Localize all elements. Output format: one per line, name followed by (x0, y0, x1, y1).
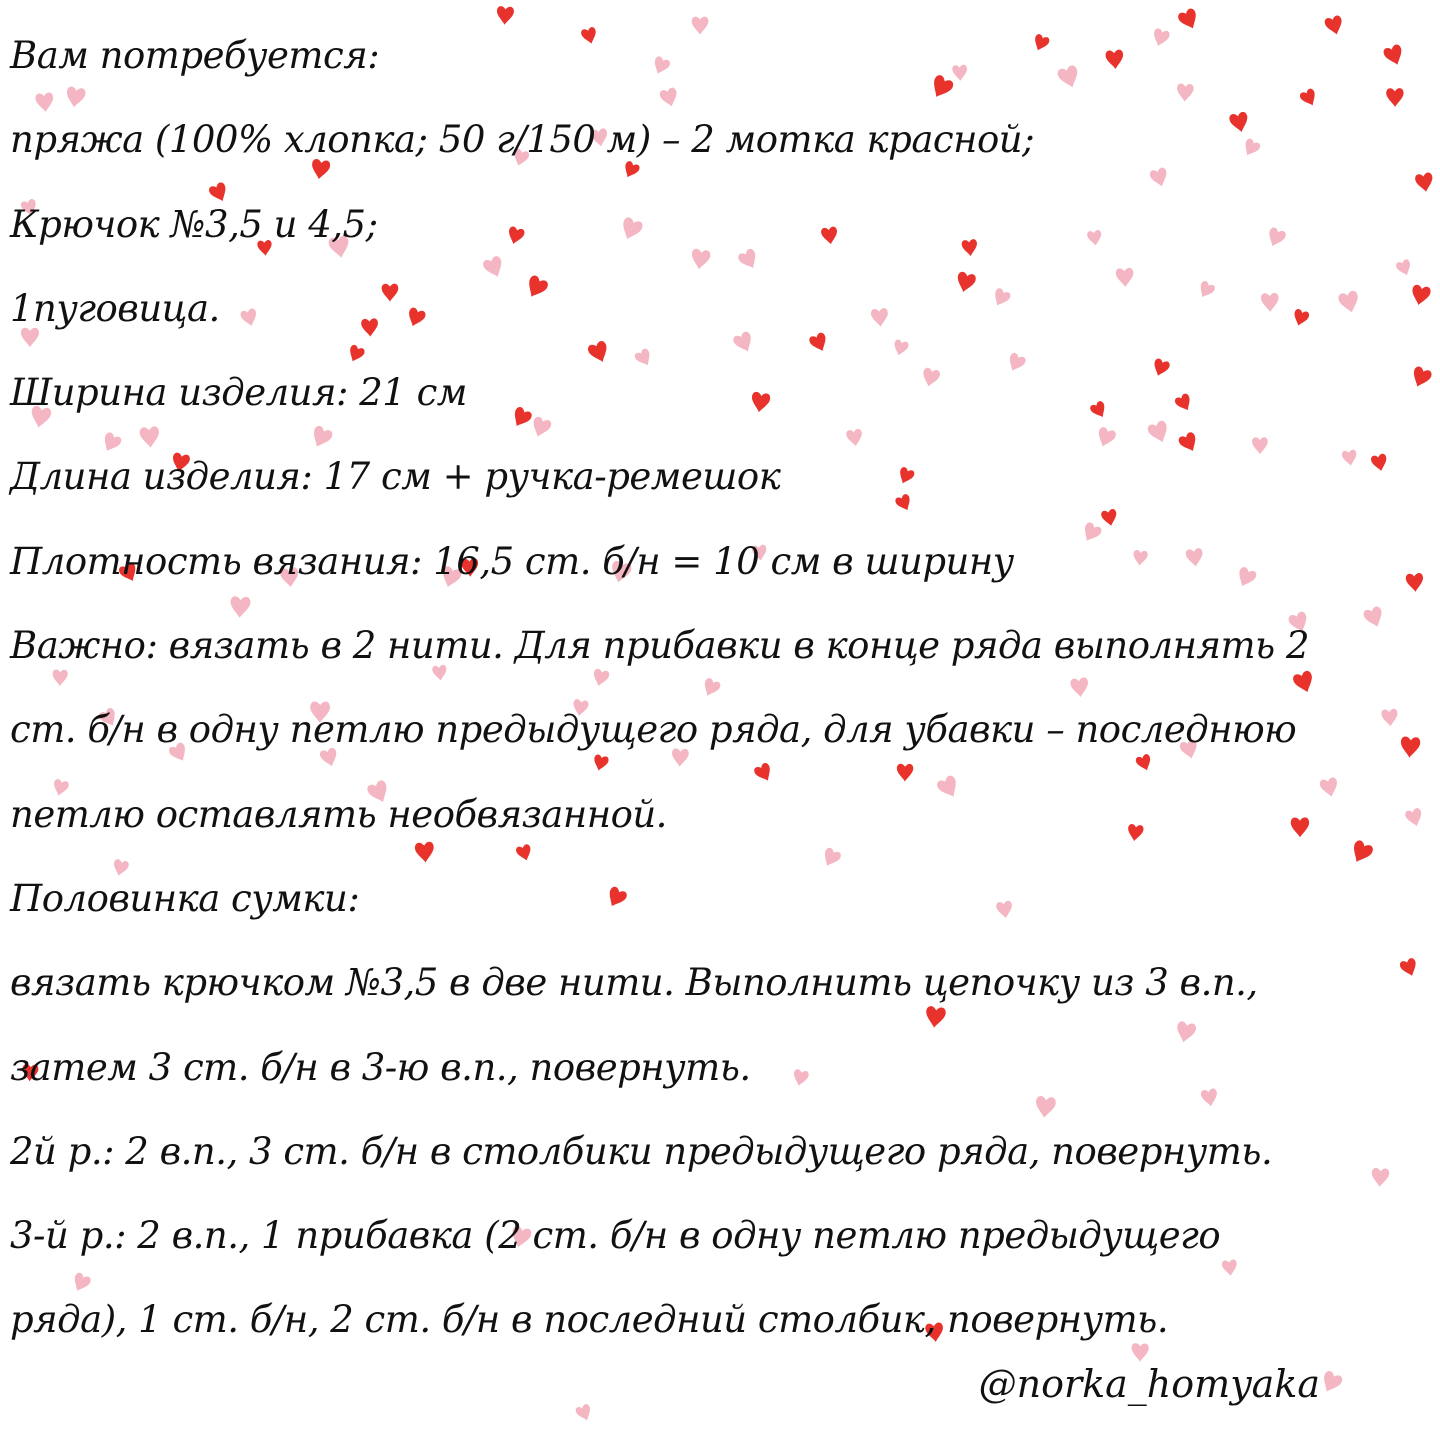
text-line-row-2: 2й р.: 2 в.п., 3 ст. б/н в столбики предыдущего ряда, повернуть. (10, 1129, 1273, 1173)
text-line-materials-heading: Вам потребуется: (10, 34, 380, 77)
heart-decoration (1318, 1370, 1343, 1396)
text-line-important-1: Важно: вязать в 2 нити. Для прибавки в конце ряда выполнять 2 (10, 624, 1309, 668)
author-handle: @norka_homyaka (978, 1362, 1320, 1406)
text-line-hook: Крючок №3,5 и 4,5; (10, 202, 378, 246)
text-line-important-2: ст. б/н в одну петлю предыдущего ряда, для убавки – последнюю (10, 708, 1297, 752)
pattern-text (10, 14, 1430, 1363)
text-line-half-heading: Половинка сумки: (10, 876, 360, 920)
text-line-instructions-2: затем 3 ст. б/н в 3-ю в.п., повернуть. (10, 1045, 751, 1089)
text-line-instructions-1: вязать крючком №3,5 в две нити. Выполнить цепочку из 3 в.п., (10, 961, 1258, 1005)
text-line-width: Ширина изделия: 21 см (10, 371, 467, 415)
text-line-length: Длина изделия: 17 см + ручка-ремешок (10, 455, 781, 499)
text-line-row-3a: 3-й р.: 2 в.п., 1 прибавка (2 ст. б/н в одну петлю предыдущего (10, 1214, 1221, 1258)
text-line-gauge: Плотность вязания: 16,5 ст. б/н = 10 см в ширину (10, 539, 1014, 583)
text-line-button: 1пуговица. (10, 286, 220, 330)
text-line-row-3b: ряда), 1 ст. б/н, 2 ст. б/н в последний столбик, повернуть. (10, 1298, 1169, 1342)
text-line-yarn: пряжа (100% хлопка; 50 г/150 м) – 2 мотка красной; (10, 118, 1035, 162)
heart-decoration (575, 1403, 594, 1423)
text-line-important-3: петлю оставлять необвязанной. (10, 792, 667, 836)
